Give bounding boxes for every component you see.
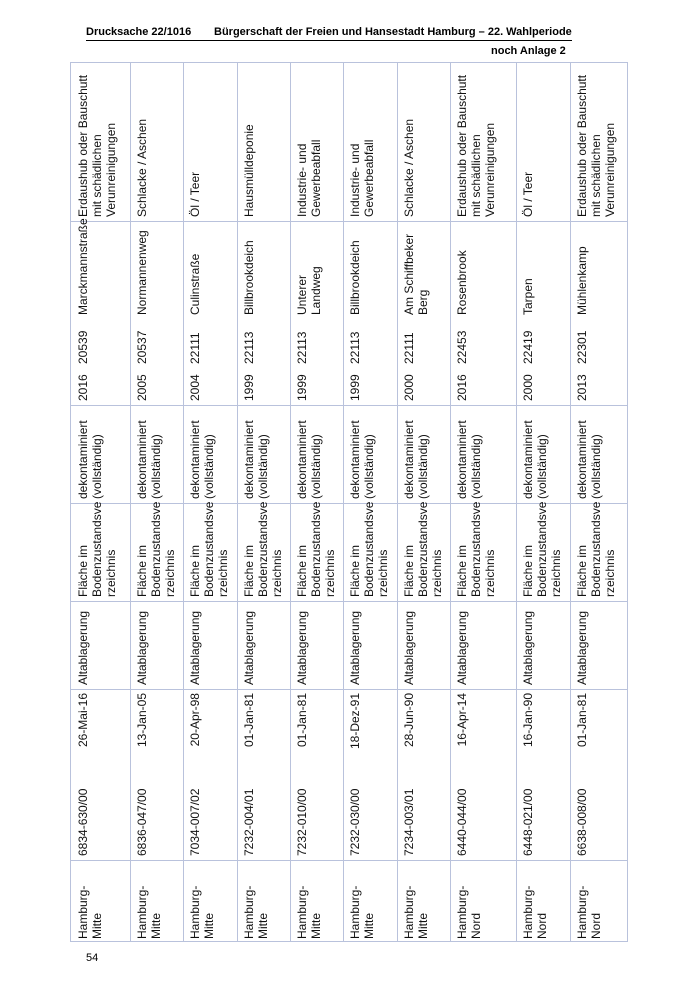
parliament-title: Bürgerschaft der Freien und Hansestadt Hamburg – 22. Wahlperiode [214, 26, 572, 38]
cell-status: dekontaminiert (vollständig) [455, 420, 483, 499]
cell-zip: 22419 [521, 330, 535, 364]
table-field-divider [71, 601, 627, 602]
cell-id: 6834-630/00 [76, 788, 90, 856]
cell-type: Altablagerung [348, 610, 362, 685]
cell-date: 16-Apr-14 [455, 693, 469, 747]
cell-id: 7234-003/01 [402, 788, 416, 856]
cell-type: Altablagerung [295, 610, 309, 685]
cell-material: Erdaushub oder Bauschutt mit schädlichen Verunreinigungen [575, 74, 617, 217]
cell-material: Industrie- und Gewerbeabfall [295, 139, 323, 217]
cell-status: dekontaminiert (vollständig) [295, 420, 323, 499]
cell-year: 2000 [402, 374, 416, 401]
table-row-divider [516, 63, 517, 941]
cell-zip: 22453 [455, 330, 469, 364]
table-field-divider [71, 689, 627, 690]
cell-date: 26-Mai-16 [76, 693, 90, 748]
cell-type: Altablagerung [455, 610, 469, 685]
table-row-divider [450, 63, 451, 941]
cell-year: 2016 [76, 374, 90, 401]
cell-listing: Fläche im Bodenzustandsve rzeichnis [348, 501, 390, 597]
cell-status: dekontaminiert (vollständig) [135, 420, 163, 499]
cell-id: 6638-008/00 [575, 788, 589, 856]
table-row-divider [130, 63, 131, 941]
cell-district: Hamburg- Mitte [242, 885, 270, 939]
cell-type: Altablagerung [402, 610, 416, 685]
cell-id: 7232-030/00 [348, 788, 362, 856]
cell-year: 2016 [455, 374, 469, 401]
table-row-divider [183, 63, 184, 941]
cell-listing: Fläche im Bodenzustandsve rzeichnis [575, 501, 617, 597]
cell-status: dekontaminiert (vollständig) [575, 420, 603, 499]
cell-year: 2005 [135, 374, 149, 401]
cell-id: 7232-004/01 [242, 788, 256, 856]
cell-street: Mühlenkamp [575, 246, 589, 315]
header-rule [86, 40, 572, 41]
cell-status: dekontaminiert (vollständig) [188, 420, 216, 499]
cell-zip: 22301 [575, 330, 589, 364]
cell-zip: 22113 [242, 331, 256, 364]
cell-district: Hamburg- Nord [521, 885, 549, 939]
cell-status: dekontaminiert (vollständig) [402, 420, 430, 499]
cell-status: dekontaminiert (vollständig) [76, 420, 104, 499]
table-field-divider [71, 405, 627, 406]
data-table [70, 62, 628, 942]
cell-status: dekontaminiert (vollständig) [242, 420, 270, 499]
cell-zip: 22113 [348, 331, 362, 364]
cell-type: Altablagerung [135, 610, 149, 685]
cell-material: Industrie- und Gewerbeabfall [348, 139, 376, 217]
cell-type: Altablagerung [242, 610, 256, 685]
cell-material: Schlacke / Aschen [402, 118, 416, 217]
cell-listing: Fläche im Bodenzustandsve rzeichnis [188, 501, 230, 597]
cell-id: 7232-010/00 [295, 788, 309, 856]
cell-id: 6448-021/00 [521, 788, 535, 856]
cell-street: Normannenweg [135, 230, 149, 315]
cell-material: Öl / Teer [188, 171, 202, 217]
cell-listing: Fläche im Bodenzustandsve rzeichnis [295, 501, 337, 597]
cell-zip: 22113 [295, 331, 309, 364]
cell-listing: Fläche im Bodenzustandsve rzeichnis [135, 501, 177, 597]
cell-status: dekontaminiert (vollständig) [348, 420, 376, 499]
cell-material: Öl / Teer [521, 171, 535, 217]
cell-street: Tarpen [521, 278, 535, 315]
cell-date: 13-Jan-05 [135, 693, 149, 748]
cell-street: Rosenbrook [455, 250, 469, 315]
cell-street: Unterer Landweg [295, 266, 323, 315]
cell-year: 2000 [521, 374, 535, 401]
cell-date: 01-Jan-81 [295, 693, 309, 748]
cell-material: Erdaushub oder Bauschutt mit schädlichen Verunreinigungen [76, 74, 118, 217]
cell-type: Altablagerung [188, 610, 202, 685]
table-row-divider [343, 63, 344, 941]
cell-year: 2013 [575, 374, 589, 401]
cell-date: 18-Dez-91 [348, 692, 362, 749]
cell-type: Altablagerung [76, 610, 90, 685]
cell-street: Billbrookdeich [242, 240, 256, 315]
cell-material: Schlacke / Aschen [135, 118, 149, 217]
cell-id: 6836-047/00 [135, 788, 149, 856]
cell-district: Hamburg- Mitte [76, 885, 104, 939]
cell-id: 7034-007/02 [188, 788, 202, 856]
cell-listing: Fläche im Bodenzustandsve rzeichnis [402, 501, 444, 597]
cell-date: 28-Jun-90 [402, 693, 416, 748]
cell-year: 1999 [348, 374, 362, 401]
cell-material: Erdaushub oder Bauschutt mit schädlichen Verunreinigungen [455, 74, 497, 217]
table-field-divider [71, 221, 627, 222]
page-number: 54 [86, 952, 99, 964]
cell-listing: Fläche im Bodenzustandsve rzeichnis [242, 501, 284, 597]
cell-year: 1999 [295, 374, 309, 401]
cell-id: 6440-044/00 [455, 788, 469, 856]
cell-listing: Fläche im Bodenzustandsve rzeichnis [521, 501, 563, 597]
cell-zip: 20537 [135, 330, 149, 364]
cell-zip: 20539 [76, 330, 90, 364]
cell-district: Hamburg- Mitte [295, 885, 323, 939]
table-row-divider [397, 63, 398, 941]
table-row-divider [237, 63, 238, 941]
cell-type: Altablagerung [521, 610, 535, 685]
cell-year: 2004 [188, 374, 202, 401]
cell-street: Culinstraße [188, 253, 202, 315]
doc-number: Drucksache 22/1016 [86, 26, 192, 38]
cell-street: Am Schiffbeker Berg [402, 233, 430, 315]
table-row-divider [570, 63, 571, 941]
cell-listing: Fläche im Bodenzustandsve rzeichnis [76, 501, 118, 597]
cell-date: 01-Jan-81 [242, 693, 256, 748]
cell-date: 01-Jan-81 [575, 693, 589, 748]
table-field-divider [71, 860, 627, 861]
cell-district: Hamburg- Nord [575, 885, 603, 939]
cell-district: Hamburg- Mitte [348, 885, 376, 939]
cell-zip: 22111 [402, 332, 416, 364]
cell-listing: Fläche im Bodenzustandsve rzeichnis [455, 501, 497, 597]
cell-material: Hausmülldeponie [242, 124, 256, 217]
cell-date: 16-Jan-90 [521, 693, 535, 748]
cell-type: Altablagerung [575, 610, 589, 685]
cell-status: dekontaminiert (vollständig) [521, 420, 549, 499]
cell-district: Hamburg- Mitte [188, 885, 216, 939]
cell-street: Marckmannstraße [76, 218, 90, 315]
annex-label: noch Anlage 2 [491, 45, 566, 57]
cell-street: Billbrookdeich [348, 240, 362, 315]
cell-district: Hamburg- Mitte [135, 885, 163, 939]
cell-date: 20-Apr-98 [188, 693, 202, 747]
cell-district: Hamburg- Nord [455, 885, 483, 939]
table-row-divider [290, 63, 291, 941]
cell-zip: 22111 [188, 332, 202, 364]
cell-year: 1999 [242, 374, 256, 401]
cell-district: Hamburg- Mitte [402, 885, 430, 939]
